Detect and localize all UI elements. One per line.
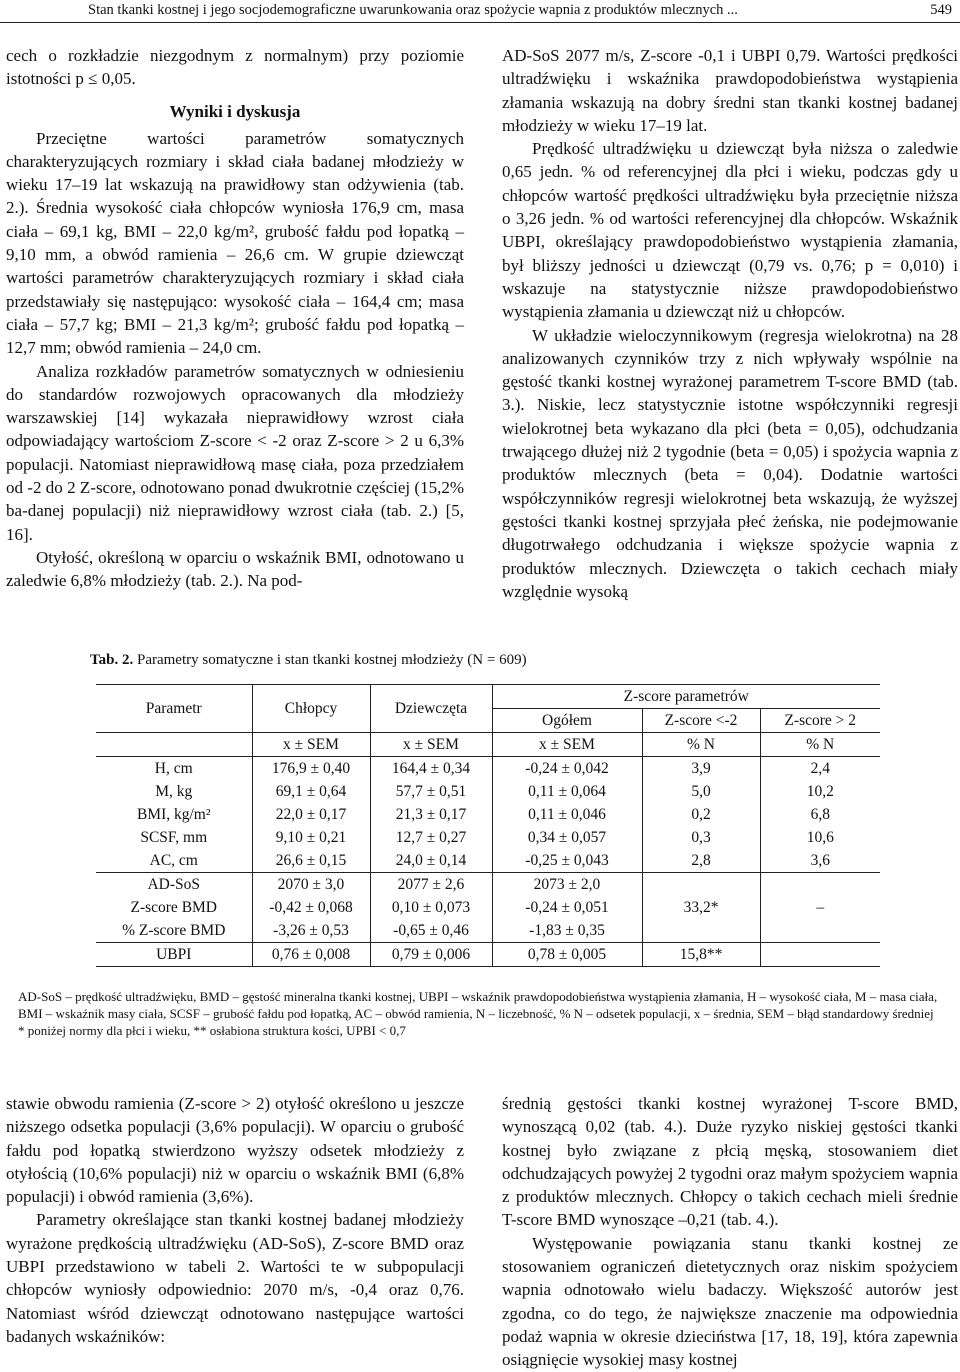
paragraph: W układzie wieloczynnikowym (regresja wielokrotna) na 28 analizowanych czynników trzy z nich wpływały wspólnie na gęstość tkanki kostnej wyrażonej parametrem T-score BMD (tab. 3.). Niskie, lecz statystycznie istotne współczynniki regresji wielokrotnej beta wykazano dla płci (beta = 0,05), odchudzania trwającego dłużej niż 2 tygodnie (beta = 0,05) i spożycia wapnia z produktów mlecznych (beta = 0,04). Dodatnie wartości współczynników regresji wielokrotnej beta wskazują, że wyższej gęstości tkanki kostnej sprzyjała płeć żeńska, nie podejmowanie długotrwałego odchudzania i większe spożycie wapnia z produktów mlecznych. Dziewczęta o takich cechach miały względnie wysoką [502, 325, 958, 601]
column-header: Dziewczęta [370, 685, 492, 733]
table-caption-label: Tab. 2. [90, 652, 134, 668]
table-cell: 21,3 ± 0,17 [370, 803, 492, 826]
table-note: AD-SoS – prędkość ultradźwięku, BMD – gęstość mineralna tkanki kostnej, UBPI – wskaźnik prawdopodobieństwa wystąpienia złamania, H – wysokość ciała, M – masa ciała, BMI – wskaźnik masy ciała, SCSF – grubość fałdu pod łopatką, AC – obwód ramienia, N – liczebność, % N – odsetek populacji, x – średnia, SEM – błąd standardowy średniej [18, 989, 938, 1021]
row-label: H, cm [96, 757, 252, 781]
table-row [96, 873, 880, 897]
table-header-row [96, 685, 880, 709]
header-title: Stan tkanki kostnej i jego socjodemograficzne uwarunkowania oraz spożycie wapnia z produktów mlecznych ... [88, 2, 738, 18]
table-cell: -0,65 ± 0,46 [370, 919, 492, 943]
table-cell: 15,8** [642, 943, 760, 967]
running-header [0, 0, 960, 23]
table-cell: x ± SEM [252, 733, 370, 757]
column-header: Z-score <-2 [642, 709, 760, 733]
row-label: SCSF, mm [96, 826, 252, 849]
table-cell: 2077 ± 2,6 [370, 873, 492, 897]
row-label: UBPI [96, 943, 252, 967]
paragraph: Otyłość, określoną w oparciu o wskaźnik BMI, odnotowano u zaledwie 6,8% młodzieży (tab. 2.). Na pod- [6, 547, 464, 591]
column-header: Ogółem [492, 709, 642, 733]
table-row [96, 826, 880, 849]
column-header: Chłopcy [252, 685, 370, 733]
table-cell: 57,7 ± 0,51 [370, 780, 492, 803]
table-unit-row [96, 733, 880, 757]
table-note: * poniżej normy dla płci i wieku, ** osłabiona struktura kości, UPBI < 0,7 [18, 1023, 406, 1038]
section-heading: Wyniki i dyskusja [169, 101, 301, 121]
table-notes [18, 988, 948, 1039]
row-label: M, kg [96, 780, 252, 803]
row-label: AC, cm [96, 849, 252, 873]
table-row [96, 803, 880, 826]
table-cell: 33,2* [642, 873, 760, 943]
table-cell: 5,0 [642, 780, 760, 803]
column-header: Z-score > 2 [760, 709, 880, 733]
table-cell: x ± SEM [370, 733, 492, 757]
paragraph: AD-SoS 2077 m/s, Z-score -0,1 i UBPI 0,79. Wartości prędkości ultradźwięku i wskaźnika prawdopodobieństwa wystąpienia złamania wskazują na dobry średni stan tkanki kostnej badanej młodzieży w wieku 17–19 lat. [502, 46, 958, 135]
table-cell: 2070 ± 3,0 [252, 873, 370, 897]
paragraph: Parametry określające stan tkanki kostnej badanej młodzieży wyrażone prędkością ultradźwięku (AD-SoS), Z-score BMD oraz UBPI przedstawiono w tabeli 2. Wartości te w subpopulacji chłopców wyniosły odpowiednio: 2070 m/s, -0,4 oraz 0,76. Natomiast wśród dziewcząt odnotowano następujące wartości badanych wskaźników: [6, 1210, 464, 1346]
column-left-bottom [6, 1092, 464, 1348]
table-cell: 0,11 ± 0,046 [492, 803, 642, 826]
table-caption [90, 652, 527, 669]
paragraph: Przeciętne wartości parametrów somatycznych charakteryzujących rozmiary i skład ciała badanej młodzieży w wieku 17–19 lat wskazują na prawidłowy stan odżywienia (tab. 2.). Średnia wysokość ciała chłopców wyniosła 176,9 cm, masa ciała – 69,1 kg, BMI – 22,0 kg/m², grubość fałdu pod łopatką – 9,10 mm, a obwód ramienia – 26,6 cm. W grupie dziewcząt wartości parametrów charakteryzujących rozmiary i skład ciała przedstawiały się następująco: wysokość ciała – 164,4 cm; masa ciała – 57,7 kg; BMI – 21,3 kg/m²; grubość fałdu pod łopatką – 12,7 mm; obwód ramienia – 24,0 cm. [6, 128, 464, 358]
page-number: 549 [930, 2, 952, 18]
column-right-top [502, 44, 958, 603]
table-cell: 26,6 ± 0,15 [252, 849, 370, 873]
row-label: BMI, kg/m² [96, 803, 252, 826]
table-cell: 12,7 ± 0,27 [370, 826, 492, 849]
table-cell: 0,3 [642, 826, 760, 849]
paragraph: Prędkość ultradźwięku u dziewcząt była niższa o zaledwie 0,65 jedn. % od referencyjnej dla płci i wieku, podczas gdy u chłopców wartość prędkości ultradźwięku była przeciętnie niższa o 3,26 jedn. % od wartości referencyjnej dla chłopców. Wskaźnik UBPI, określający prawdopodobieństwo wystąpienia złamania, był bliższy jedności u dziewcząt (0,79 vs. 0,76; p = 0,010) i wskazuje na statystycznie niższe prawdopodobieństwo wystąpienia złamania u dziewcząt niż u chłopców. [502, 139, 958, 322]
table-cell: 164,4 ± 0,34 [370, 757, 492, 781]
table-row [96, 757, 880, 781]
table-cell: 10,6 [806, 829, 834, 846]
table-cell: 0,78 ± 0,005 [492, 943, 642, 967]
table-cell: 69,1 ± 0,64 [252, 780, 370, 803]
table-cell: – [760, 873, 880, 943]
table-cell: 22,0 ± 0,17 [252, 803, 370, 826]
table-cell: 3,9 [642, 757, 760, 781]
paragraph: średnią gęstości tkanki kostnej wyrażonej T-score BMD, wynoszącą 0,02 (tab. 4.). Duże ryzyko niskiej gęstości tkanki kostnej było związane z płcią męską, stosowaniem diet odchudzających powyżej 2 tygodni oraz małym spożyciem wapnia z produktów mlecznych. Chłopcy o takich cechach mieli średnie T-score BMD wynoszące –0,21 (tab. 4.). [502, 1094, 958, 1230]
table-cell: 0,34 ± 0,057 [492, 826, 642, 849]
table-cell: -0,24 ± 0,051 [492, 896, 642, 919]
table-cell: 0,76 ± 0,008 [252, 943, 370, 967]
table-cell: % N [642, 733, 760, 757]
table-cell: % N [760, 733, 880, 757]
table-cell: -3,26 ± 0,53 [252, 919, 370, 943]
table-cell: x ± SEM [492, 733, 642, 757]
paragraph: cech o rozkładzie niezgodnym z normalnym) przy poziomie istotności p ≤ 0,05. [6, 46, 464, 89]
table-cell: -0,25 ± 0,043 [492, 849, 642, 873]
table-cell: -1,83 ± 0,35 [492, 919, 642, 943]
data-table [96, 684, 880, 967]
column-left-top [6, 44, 464, 593]
table-cell: 0,2 [642, 803, 760, 826]
table-row [96, 780, 880, 803]
row-label: Z-score BMD [96, 896, 252, 919]
table-cell: 9,10 ± 0,21 [252, 826, 370, 849]
paragraph: Występowanie powiązania stanu tkanki kostnej ze stosowaniem ograniczeń dietetycznych oraz niskim spożyciem wapnia odnotowało wielu badaczy. Większość autorów jest zgodna, co do tego, że największe znaczenie ma odpowiednia podaż wapnia w okresie dzieciństwa [17, 18, 19], która zapewnia osiągnięcie wysokiej masy kostnej [502, 1233, 958, 1370]
column-header: Parametr [96, 685, 252, 733]
table-cell: 2,4 [810, 760, 830, 777]
paragraph: stawie obwodu ramienia (Z-score > 2) otyłość określono u jeszcze niższego odsetka populacji (3,6% populacji). W oparciu o grubość fałdu pod łopatką stwierdzono wyższy odsetek młodzieży z otyłością (10,6% populacji) niż w oparciu o wskaźnik BMI (6,8% populacji) i obwód ramienia (3,6%). [6, 1094, 464, 1207]
row-label: AD-SoS [96, 873, 252, 897]
paragraph: Analiza rozkładów parametrów somatycznych w odniesieniu do standardów rozwojowych opracowanych dla młodzieży warszawskiej [14] wykazała nieprawidłowy wzrost ciała odpowiadający wartościom Z-score < -2 oraz Z-score > 2 u 6,3% populacji. Natomiast nieprawidłową masę ciała, poza przedziałem od -2 do 2 Z-score, odnotowano ponad dwukrotnie częściej (15,2% ba-danej populacji) niż nieprawidłowy wzrost ciała (tab. 2.) [5, 16]. [6, 361, 464, 544]
table-cell: 24,0 ± 0,14 [370, 849, 492, 873]
table-cell: 2,8 [642, 849, 760, 873]
table-cell: 6,8 [810, 806, 830, 823]
table-caption-text: Parametry somatyczne i stan tkanki kostnej młodzieży (N = 609) [136, 652, 527, 668]
table-cell [760, 943, 880, 967]
table-cell: -0,42 ± 0,068 [252, 896, 370, 919]
table-cell: 10,2 [806, 783, 834, 800]
table-cell: -0,24 ± 0,042 [492, 757, 642, 781]
column-group-header: Z-score parametrów [492, 685, 880, 709]
table-cell: 0,79 ± 0,006 [370, 943, 492, 967]
table-row [96, 943, 880, 967]
table-cell: 176,9 ± 0,40 [252, 757, 370, 781]
table-cell: 2073 ± 2,0 [492, 873, 642, 897]
table-cell: 3,6 [760, 849, 880, 873]
table-cell: 0,10 ± 0,073 [370, 896, 492, 919]
table-row [96, 849, 880, 873]
row-label: % Z-score BMD [96, 919, 252, 943]
table-cell: 0,11 ± 0,064 [492, 780, 642, 803]
column-right-bottom [502, 1092, 958, 1372]
